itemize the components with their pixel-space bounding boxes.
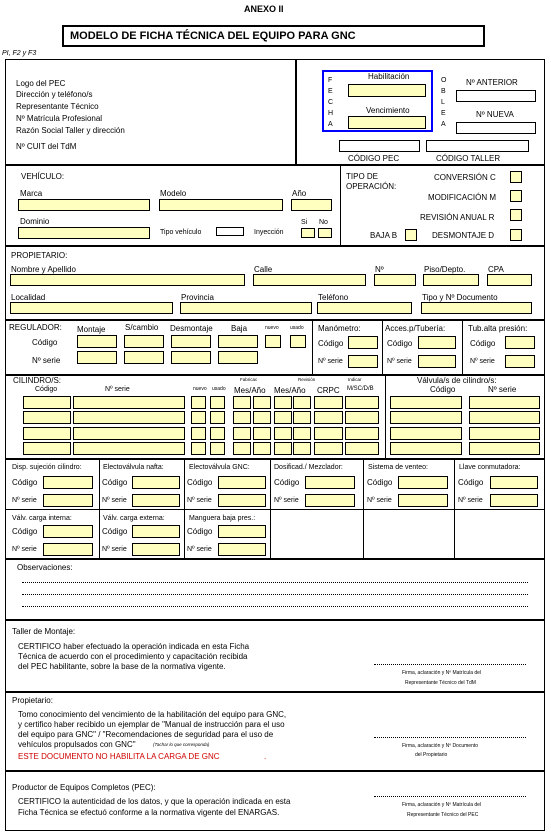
tipo-doc-label: Tipo y Nº Documento — [422, 293, 498, 302]
tubalta-codigo-field[interactable] — [505, 336, 535, 349]
cil-usado-col: usado — [212, 386, 226, 392]
llave-codigo-label: Código — [458, 478, 484, 487]
productor-text-1: CERTIFICO la autenticidad de los datos, y que la operación indicada en esta — [18, 797, 291, 806]
annex-label: ANEXO II — [244, 4, 284, 14]
anterior-field[interactable] — [456, 90, 536, 102]
interna-serie-field[interactable] — [43, 543, 93, 556]
codigo-taller-label: CÓDIGO TALLER — [436, 154, 501, 163]
dosif-serie-field[interactable] — [305, 494, 355, 507]
taller-firma-2: Representante Técnico del TdM — [405, 680, 476, 686]
cil-crpc-field[interactable] — [314, 427, 343, 440]
dosif-codigo-field[interactable] — [305, 476, 355, 489]
disp-codigo-field[interactable] — [43, 476, 93, 489]
pec-line-4: Razón Social Taller y dirección — [16, 126, 125, 135]
cil-serie-field[interactable] — [73, 411, 185, 424]
fecha-letter: A — [328, 121, 333, 128]
dominio-field[interactable] — [18, 227, 150, 239]
no-label: No — [319, 219, 328, 226]
numero-field[interactable] — [374, 274, 416, 286]
marca-label: Marca — [20, 189, 43, 198]
prop-text-1: Tomo conocimiento del vencimiento de la habilitación del equipo para GNC, — [18, 710, 287, 719]
tubalta-label: Tub.alta presión: — [468, 324, 528, 333]
nafta-serie-label: Nº serie — [102, 497, 127, 504]
productor-text-2: Ficha Técnica se efectuó conforme a la normativa vigente del ENARGAS. — [18, 808, 280, 817]
vencimiento-label: Vencimiento — [366, 106, 410, 115]
prop-firma-2: del Propietario — [415, 752, 448, 758]
externa-codigo-field[interactable] — [132, 525, 180, 538]
cil-fab-mes-field[interactable] — [233, 442, 251, 455]
conversion-label: CONVERSIÓN C — [434, 173, 496, 182]
venteo-codigo-field[interactable] — [398, 476, 448, 489]
cpa-field[interactable] — [487, 274, 532, 286]
cil-codigo-col: Código — [35, 386, 58, 393]
reg-baja-serie[interactable] — [218, 351, 258, 364]
prop-text-2: y certifico haber recibido un ejemplar de "Manual de instrucción para el uso — [18, 720, 285, 729]
cil-msc-field[interactable] — [345, 411, 379, 424]
valvula-serie-field[interactable] — [469, 411, 540, 424]
llave-serie-field[interactable] — [490, 494, 538, 507]
gnc-codigo-label: Código — [187, 478, 213, 487]
productor-firma-1: Firma, aclaración y Nº Matrícula del — [402, 802, 482, 808]
cil-nuevo-col: nuevo — [193, 386, 207, 392]
taller-firma-1: Firma, aclaración y Nº Matrícula del — [402, 670, 482, 676]
manometro-serie-label: Nº serie — [318, 358, 343, 365]
tubalta-codigo-label: Código — [470, 339, 496, 348]
gnc-label: Electoválvula GNC: — [189, 464, 250, 471]
localidad-field[interactable] — [10, 302, 173, 314]
reg-scambio-serie[interactable] — [124, 351, 164, 364]
venteo-serie-field[interactable] — [398, 494, 448, 507]
acces-serie-field[interactable] — [418, 355, 456, 368]
productor-title: Productor de Equipos Completos (PEC): — [12, 783, 156, 792]
externa-label: Válv. carga externa: — [103, 515, 165, 522]
cil-fab-anio-field[interactable] — [253, 442, 271, 455]
manguera-codigo-label: Código — [187, 527, 213, 536]
pec-line-3: Nº Matrícula Profesional — [16, 114, 103, 123]
propietario-title: PROPIETARIO: — [11, 251, 68, 260]
gnc-codigo-field[interactable] — [218, 476, 266, 489]
prop-firma-1: Firma, aclaración y Nº Documento — [402, 743, 479, 749]
localidad-label: Localidad — [11, 293, 46, 302]
externa-serie-field[interactable] — [132, 543, 180, 556]
tipo-vehiculo-field[interactable] — [216, 227, 244, 236]
nafta-label: Electoválvula nafta: — [103, 464, 164, 471]
interna-label: Válv. carga interna: — [12, 515, 72, 522]
cil-rev-anio-field[interactable] — [293, 396, 311, 409]
dosif-label: Dosificad./ Mezclador: — [274, 464, 343, 471]
cil-rev-mes-field[interactable] — [274, 427, 292, 440]
cil-nuevo-field[interactable] — [191, 442, 206, 455]
prop-text-3: del equipo para GNC" / "Recomendaciones de seguridad para el uso de — [18, 730, 274, 739]
vehiculo-title: VEHÍCULO: — [21, 172, 65, 181]
taller-title: Taller de Montaje: — [12, 627, 76, 636]
baja-label: BAJA B — [370, 231, 398, 240]
nuevo-col: nuevo — [265, 325, 279, 331]
obs-line-2[interactable] — [22, 594, 528, 595]
cil-nuevo-field[interactable] — [191, 411, 206, 424]
prop-title: Propietario: — [12, 696, 53, 705]
oblea-letter: L — [441, 99, 445, 106]
inyeccion-no-box[interactable] — [318, 228, 332, 238]
reg-scambio-codigo[interactable] — [124, 335, 164, 348]
montaje-col: Montaje — [77, 325, 106, 334]
baja-box[interactable] — [405, 229, 417, 241]
anterior-label: Nº ANTERIOR — [466, 78, 518, 87]
reg-montaje-codigo[interactable] — [77, 335, 117, 348]
manguera-codigo-field[interactable] — [218, 525, 266, 538]
prop-signature-line[interactable] — [374, 737, 526, 738]
oblea-letter: B — [441, 88, 446, 95]
codigo-taller-field[interactable] — [426, 140, 529, 152]
cil-fab-anio-field[interactable] — [253, 396, 271, 409]
interna-serie-label: Nº serie — [12, 546, 37, 553]
cil-usado-field[interactable] — [210, 396, 225, 409]
acces-codigo-label: Código — [387, 339, 413, 348]
reg-desmontaje-serie[interactable] — [171, 351, 211, 364]
cil-serie-col: Nº serie — [105, 386, 130, 393]
cil-codigo-field[interactable] — [23, 442, 71, 455]
valvula-codigo-field[interactable] — [390, 396, 462, 409]
modelo-label: Modelo — [160, 189, 187, 198]
page-title: MODELO DE FICHA TÉCNICA DEL EQUIPO PARA GNC — [70, 30, 356, 42]
manguera-serie-field[interactable] — [218, 543, 266, 556]
inyeccion-label: Inyección — [254, 229, 284, 236]
cil-rev-mes-field[interactable] — [274, 442, 292, 455]
prop-warning: ESTE DOCUMENTO NO HABILITA LA CARGA DE GNC — [18, 752, 220, 761]
dosif-codigo-label: Código — [274, 478, 300, 487]
reg-montaje-serie[interactable] — [77, 351, 117, 364]
cil-codigo-field[interactable] — [23, 427, 71, 440]
cil-crpc-field[interactable] — [314, 442, 343, 455]
obs-line-3[interactable] — [22, 606, 528, 607]
llave-serie-label: Nº serie — [458, 497, 483, 504]
acces-label: Acces.p/Tubería: — [385, 324, 446, 333]
valvula-codigo-field[interactable] — [390, 411, 462, 424]
cil-fab-mes-field[interactable] — [233, 411, 251, 424]
anio-field[interactable] — [291, 199, 332, 211]
habilitacion-field[interactable] — [348, 84, 426, 97]
piso-label: Piso/Depto. — [424, 265, 466, 274]
reg-desmontaje-codigo[interactable] — [171, 335, 211, 348]
valvulas-label: Válvula/s de cilindro/s: — [417, 376, 497, 385]
reg-usado-box[interactable] — [290, 335, 306, 348]
taller-text-3: del PEC habilitante, sobre la base de la normativa vigente. — [18, 662, 226, 671]
pec-line-2: Representante Técnico — [16, 102, 99, 111]
cil-rev-anio-field[interactable] — [293, 411, 311, 424]
manometro-label: Manómetro: — [318, 324, 361, 333]
taller-signature-line[interactable] — [374, 664, 526, 665]
usado-col: usado — [290, 325, 304, 331]
gnc-serie-field[interactable] — [218, 494, 266, 507]
modelo-field[interactable] — [159, 199, 283, 211]
tipo-vehiculo-label: Tipo vehículo — [160, 229, 202, 236]
manometro-serie-field[interactable] — [348, 355, 378, 368]
pec-line-1: Dirección y teléfono/s — [16, 90, 93, 99]
productor-firma-2: Representante Técnico del PEC — [407, 812, 479, 818]
cil-fab-anio-field[interactable] — [253, 411, 271, 424]
cil-indicar-label: Indicar — [348, 377, 362, 382]
cil-crpc-field[interactable] — [314, 411, 343, 424]
cil-msc-col: M/SC/D/B — [347, 386, 374, 392]
dosif-serie-label: Nº serie — [274, 497, 299, 504]
nafta-codigo-label: Código — [102, 478, 128, 487]
fecha-letter: C — [328, 99, 334, 106]
desmontaje-box[interactable] — [510, 229, 522, 241]
valvula-serie-field[interactable] — [469, 442, 540, 455]
revision-label: REVISIÓN ANUAL R — [420, 213, 495, 222]
calle-field[interactable] — [253, 274, 366, 286]
llave-label: Llave conmutadora: — [459, 464, 521, 471]
fecha-letter: E — [328, 88, 333, 95]
codigo-pec-label: CÓDIGO PEC — [348, 154, 400, 163]
nueva-label: Nº NUEVA — [476, 110, 514, 119]
valvula-codigo-field[interactable] — [390, 442, 462, 455]
cil-serie-field[interactable] — [73, 396, 185, 409]
obs-line-1[interactable] — [22, 582, 528, 583]
cil-rev-mes-field[interactable] — [274, 411, 292, 424]
oblea-letter: O — [441, 77, 447, 84]
operacion-title-1: TIPO DE — [346, 172, 379, 181]
anio-label: Año — [292, 189, 307, 198]
valvula-codigo-field[interactable] — [390, 427, 462, 440]
cil-rev-anio-field[interactable] — [293, 442, 311, 455]
piso-field[interactable] — [423, 274, 479, 286]
conversion-box[interactable] — [510, 171, 522, 183]
oblea-letter: E — [441, 110, 446, 117]
oblea-letter: A — [441, 121, 446, 128]
cil-serie-field[interactable] — [73, 427, 185, 440]
interna-codigo-label: Código — [12, 527, 38, 536]
numero-label: Nº — [375, 265, 384, 274]
marca-field[interactable] — [18, 199, 150, 211]
venteo-label: Sistema de venteo: — [368, 464, 428, 471]
prop-note: (Tachar lo que corresponda) — [153, 742, 210, 747]
cil-nuevo-field[interactable] — [191, 427, 206, 440]
manometro-codigo-field[interactable] — [348, 336, 378, 349]
cil-rev-anio-field[interactable] — [293, 427, 311, 440]
reg-baja-codigo[interactable] — [218, 335, 258, 348]
cil-revision-label: Revisión — [298, 377, 316, 382]
telefono-field[interactable] — [317, 302, 412, 314]
cil-usado-field[interactable] — [210, 427, 225, 440]
valvulas-serie-col: Nº serie — [488, 385, 517, 394]
gnc-serie-label: Nº serie — [187, 497, 212, 504]
fecha-letter: H — [328, 110, 334, 117]
manometro-codigo-label: Código — [318, 339, 344, 348]
valvulas-codigo-col: Código — [430, 385, 456, 394]
cil-codigo-field[interactable] — [23, 396, 71, 409]
calle-label: Calle — [254, 265, 273, 274]
nombre-label: Nombre y Apellido — [11, 265, 76, 274]
tubalta-serie-label: Nº serie — [470, 358, 495, 365]
revision-box[interactable] — [510, 209, 522, 221]
cil-fab-mes-field[interactable] — [233, 396, 251, 409]
venteo-serie-label: Nº serie — [367, 497, 392, 504]
cpa-label: CPA — [488, 265, 504, 274]
manguera-serie-label: Nº serie — [187, 546, 212, 553]
tipo-doc-field[interactable] — [421, 302, 532, 314]
cilindros-title: CILINDRO/S: — [13, 376, 62, 385]
inyeccion-si-box[interactable] — [301, 228, 315, 238]
modificacion-box[interactable] — [510, 190, 522, 202]
dominio-label: Dominio — [20, 217, 50, 226]
cil-fabric-label: Fabricac — [240, 377, 258, 382]
operacion-title-2: OPERACIÓN: — [346, 182, 397, 191]
taller-text-1: CERTIFICO haber efectuado la operación indicada en esta Ficha — [18, 642, 250, 651]
valvula-serie-field[interactable] — [469, 427, 540, 440]
productor-signature-line[interactable] — [374, 796, 526, 797]
cil-fab-anio-field[interactable] — [253, 427, 271, 440]
si-label: Si — [301, 219, 308, 226]
habilitacion-label: Habilitación — [368, 72, 410, 81]
nombre-field[interactable] — [10, 274, 245, 286]
codigo-pec-field[interactable] — [339, 140, 420, 152]
acces-serie-label: Nº serie — [387, 358, 412, 365]
observaciones-title: Observaciones: — [17, 563, 73, 572]
regulador-title: REGULADOR: — [9, 323, 62, 332]
cil-rev-mes-field[interactable] — [274, 396, 292, 409]
acces-codigo-field[interactable] — [418, 336, 456, 349]
provincia-field[interactable] — [180, 302, 312, 314]
provincia-label: Provincia — [181, 293, 214, 302]
vencimiento-field[interactable] — [348, 116, 426, 129]
disp-codigo-label: Código — [12, 478, 38, 487]
cil-crpc-col: CRPC — [317, 386, 340, 395]
telefono-label: Teléfono — [318, 293, 349, 302]
cil-serie-field[interactable] — [73, 442, 185, 455]
reg-nuevo-box[interactable] — [265, 335, 281, 348]
disp-serie-label: Nº serie — [12, 497, 37, 504]
cil-usado-field[interactable] — [210, 411, 225, 424]
externa-codigo-label: Código — [102, 527, 128, 536]
manguera-label: Manguera baja pres.: — [189, 515, 256, 522]
disp-serie-field[interactable] — [43, 494, 93, 507]
nueva-field[interactable] — [456, 122, 536, 134]
prop-text-4: vehículos propulsados con GNC" — [18, 740, 136, 749]
taller-text-2: Técnica de acuerdo con el procedimiento y capacitación recibida — [18, 652, 248, 661]
desmontaje-col: Desmontaje — [170, 324, 213, 333]
nafta-serie-field[interactable] — [132, 494, 180, 507]
cil-usado-field[interactable] — [210, 442, 225, 455]
regulador-serie-label: Nº serie — [32, 356, 61, 365]
cil-nuevo-field[interactable] — [191, 396, 206, 409]
prop-warning-dot: . — [264, 752, 267, 761]
cil-mes2-col: Mes/Año — [274, 386, 306, 395]
cil-crpc-field[interactable] — [314, 396, 343, 409]
regulador-codigo-label: Código — [32, 338, 58, 347]
modificacion-label: MODIFICACIÓN M — [428, 193, 496, 202]
ref-label: PI, F2 y F3 — [2, 50, 37, 57]
cil-msc-field[interactable] — [345, 442, 379, 455]
cil-mes1-col: Mes/Año — [234, 386, 266, 395]
tubalta-serie-field[interactable] — [505, 355, 535, 368]
cil-msc-field[interactable] — [345, 396, 379, 409]
desmontaje-label: DESMONTAJE D — [432, 231, 495, 240]
fecha-letter: F — [328, 77, 333, 84]
cil-fab-mes-field[interactable] — [233, 427, 251, 440]
baja-col: Baja — [231, 324, 248, 333]
valvula-serie-field[interactable] — [469, 396, 540, 409]
cil-msc-field[interactable] — [345, 427, 379, 440]
pec-line-0: Logo del PEC — [16, 79, 66, 88]
nafta-codigo-field[interactable] — [132, 476, 180, 489]
cil-codigo-field[interactable] — [23, 411, 71, 424]
pec-line-5: Nº CUIT del TdM — [16, 142, 77, 151]
scambio-col: S/cambio — [125, 323, 159, 332]
llave-codigo-field[interactable] — [490, 476, 538, 489]
externa-serie-label: Nº serie — [102, 546, 127, 553]
venteo-codigo-label: Código — [367, 478, 393, 487]
interna-codigo-field[interactable] — [43, 525, 93, 538]
disp-label: Disp. sujeción cilindro: — [12, 464, 82, 471]
